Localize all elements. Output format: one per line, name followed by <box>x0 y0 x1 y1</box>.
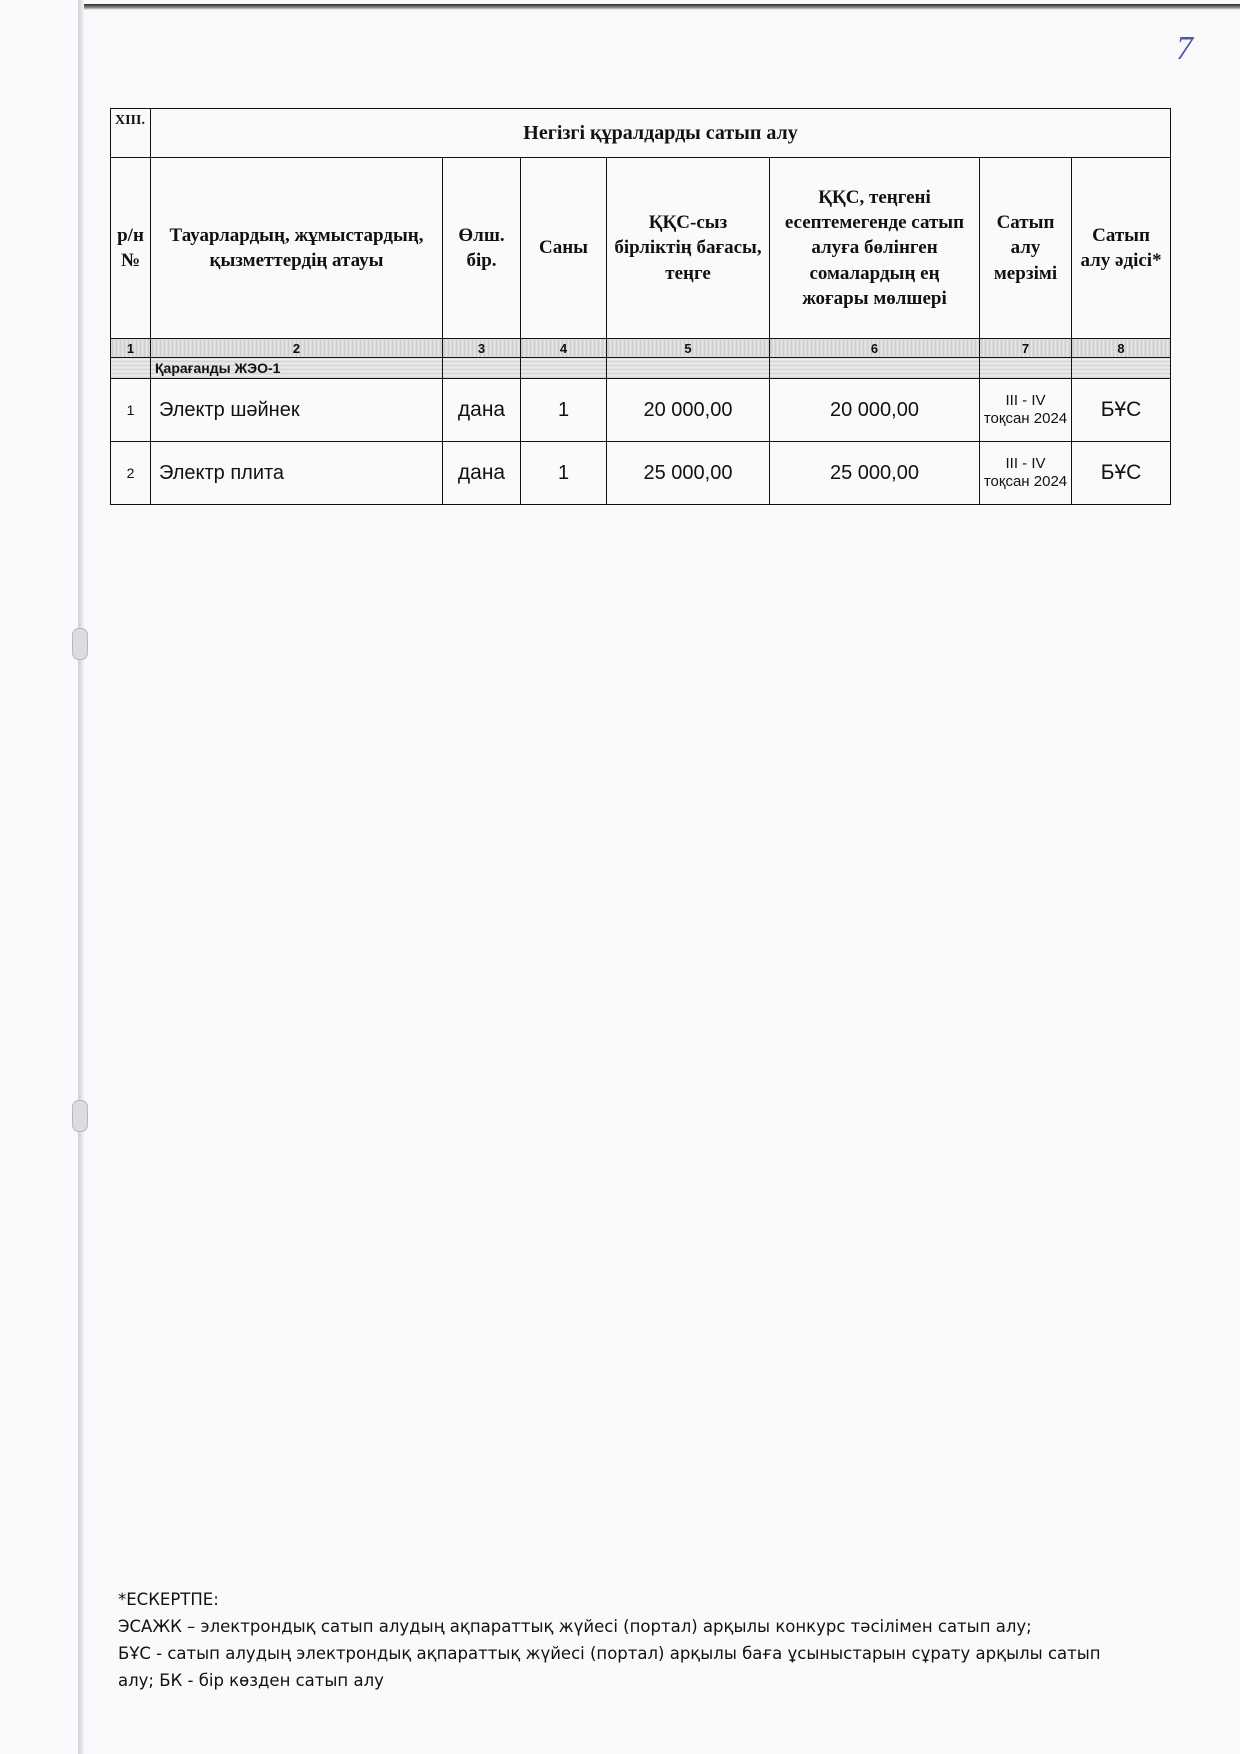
header-no: р/н № <box>111 158 151 339</box>
period-year: тоқсан 2024 <box>983 410 1068 427</box>
column-index-row <box>111 339 1171 358</box>
section-row <box>111 109 1171 158</box>
item-qty: 1 <box>521 379 607 442</box>
section-title: Негізгі құралдарды сатып алу <box>151 109 1171 158</box>
period-quarters: III - IV <box>1005 455 1046 472</box>
header-row <box>111 158 1171 339</box>
item-name: Электр шәйнек <box>151 379 443 442</box>
header-period: Сатып алу мерзімі <box>980 158 1072 339</box>
handwritten-page-mark: 7 <box>1176 30 1193 67</box>
punch-hole-upper <box>72 628 88 660</box>
table-row <box>111 442 1171 505</box>
column-index: 3 <box>443 339 521 358</box>
header-method: Сатып алу әдісі* <box>1072 158 1171 339</box>
column-index: 7 <box>980 339 1072 358</box>
group-row <box>111 358 1171 379</box>
table-row <box>111 379 1171 442</box>
binding-edge <box>78 0 84 1754</box>
period-quarters: III - IV <box>1005 392 1046 409</box>
row-number: 2 <box>111 442 151 505</box>
procurement-table <box>110 108 1171 505</box>
column-index: 5 <box>607 339 770 358</box>
header-qty: Саны <box>521 158 607 339</box>
footnote-title: *ЕСКЕРТПЕ: <box>118 1590 219 1609</box>
item-name: Электр плита <box>151 442 443 505</box>
item-period <box>980 379 1072 442</box>
item-unit-price: 25 000,00 <box>607 442 770 505</box>
group-label: Қарағанды ЖЭО-1 <box>151 358 443 379</box>
item-method: БҰС <box>1072 379 1171 442</box>
item-unit-price: 20 000,00 <box>607 379 770 442</box>
footnote <box>118 1586 1118 1694</box>
item-unit: дана <box>443 442 521 505</box>
item-method: БҰС <box>1072 442 1171 505</box>
scan-top-edge <box>84 4 1240 10</box>
item-period <box>980 442 1072 505</box>
row-number: 1 <box>111 379 151 442</box>
column-index: 4 <box>521 339 607 358</box>
item-max-amount: 25 000,00 <box>770 442 980 505</box>
column-index: 1 <box>111 339 151 358</box>
item-max-amount: 20 000,00 <box>770 379 980 442</box>
column-index: 2 <box>151 339 443 358</box>
footnote-line: БҰС - сатып алудың электрондық ақпараттық жүйесі (портал) арқылы баға ұсыныстарын сұрату арқылы сатып <box>118 1644 1101 1663</box>
footnote-line: алу; БК - бір көзден сатып алу <box>118 1671 384 1690</box>
header-max-amount: ҚҚС, теңгені есептемегенде сатып алуға бөлінген сомалардың ең жоғары мөлшері <box>770 158 980 339</box>
item-qty: 1 <box>521 442 607 505</box>
column-index: 6 <box>770 339 980 358</box>
section-number: XIII. <box>111 109 151 158</box>
header-name: Тауарлардың, жұмыстардың, қызметтердің атауы <box>151 158 443 339</box>
footnote-line: ЭСАЖК – электрондық сатып алудың ақпараттық жүйесі (портал) арқылы конкурс тәсілімен сатып алу; <box>118 1617 1032 1636</box>
item-unit: дана <box>443 379 521 442</box>
header-unit-price: ҚҚС-сыз бірліктің бағасы, теңге <box>607 158 770 339</box>
punch-hole-lower <box>72 1100 88 1132</box>
column-index: 8 <box>1072 339 1171 358</box>
header-unit: Өлш. бір. <box>443 158 521 339</box>
period-year: тоқсан 2024 <box>983 473 1068 490</box>
